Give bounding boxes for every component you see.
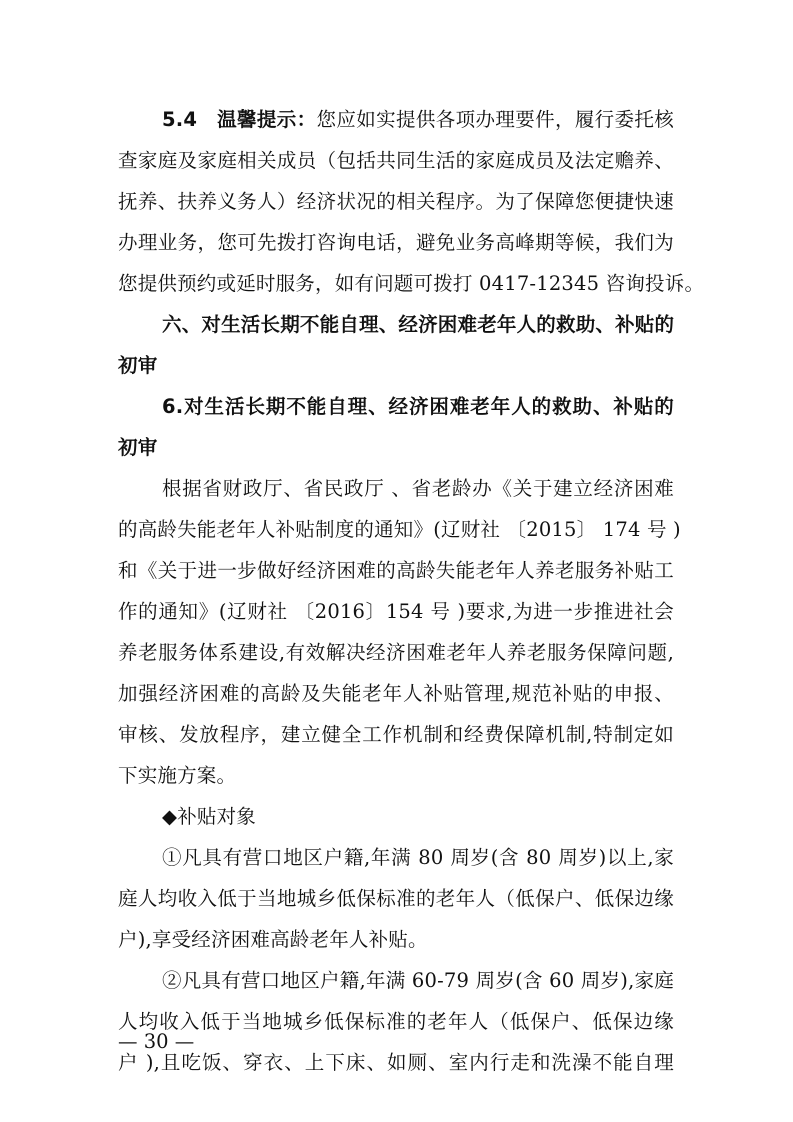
- target-item-2-line-2: 人均收入低于当地城乡低保标准的老年人（低保户、低保边缘: [118, 1010, 674, 1033]
- target-item-1-line-2: 庭人均收入低于当地城乡低保标准的老年人（低保户、低保边缘: [118, 887, 674, 910]
- tip-paragraph-line-4: 办理业务，您可先拨打咨询电话，避免业务高峰期等候，我们为: [118, 231, 674, 254]
- tip-text: 您应如实提供各项办理要件，履行委托核: [316, 108, 674, 131]
- section-heading-line-2: 初审: [118, 354, 158, 377]
- tip-paragraph-line-1: [118, 100, 674, 140]
- target-item-1-line-3: 户),享受经济困难高龄老年人补贴。: [118, 928, 428, 951]
- tip-paragraph-line-5: 您提供预约或延时服务，如有问题可拨打 0417-12345 咨询投诉。: [118, 272, 705, 295]
- basis-paragraph-line-4: 作的通知》(辽财社 〔2016〕154 号 )要求,为进一步推进社会: [118, 600, 674, 623]
- basis-paragraph-line-7: 审核、发放程序，建立健全工作机制和经费保障机制,特制定如: [118, 723, 674, 746]
- subsidy-target-heading: ◆补贴对象: [162, 805, 256, 828]
- target-item-2-line-1: ②凡具有营口地区户籍,年满 60-79 周岁(含 60 周岁),家庭: [162, 969, 674, 992]
- basis-paragraph-line-8: 下实施方案。: [118, 764, 237, 787]
- basis-paragraph-line-2: 的高龄失能老年人补贴制度的通知》(辽财社 〔2015〕 174 号 ): [118, 518, 681, 541]
- basis-paragraph-line-6: 加强经济困难的高龄及失能老年人补贴管理,规范补贴的申报、: [118, 682, 674, 705]
- subsection-heading-line-2: 初审: [118, 436, 158, 459]
- basis-paragraph-line-1: 根据省财政厅、省民政厅 、省老龄办《关于建立经济困难: [162, 477, 674, 500]
- subsection-heading-line-1: 6.对生活长期不能自理、经济困难老年人的救助、补贴的: [162, 395, 674, 418]
- tip-paragraph-line-3: 抚养、扶养义务人）经济状况的相关程序。为了保障您便捷快速: [118, 190, 674, 213]
- basis-paragraph-line-5: 养老服务体系建设,有效解决经济困难老年人养老服务保障问题,: [118, 641, 674, 664]
- target-item-1-line-1: ①凡具有营口地区户籍,年满 80 周岁(含 80 周岁)以上,家: [162, 846, 674, 869]
- tip-lead: 5.4 温馨提示：: [162, 108, 317, 131]
- section-heading-line-1: 六、对生活长期不能自理、经济困难老年人的救助、补贴的: [162, 313, 675, 336]
- tip-paragraph-line-2: 查家庭及家庭相关成员（包括共同生活的家庭成员及法定赡养、: [118, 149, 674, 172]
- page-number: — 30 —: [118, 1030, 195, 1053]
- target-item-2-line-3: 户 ),且吃饭、穿衣、上下床、如厕、室内行走和洗澡不能自理: [118, 1051, 674, 1074]
- basis-paragraph-line-3: 和《关于进一步做好经济困难的高龄失能老年人养老服务补贴工: [118, 559, 674, 582]
